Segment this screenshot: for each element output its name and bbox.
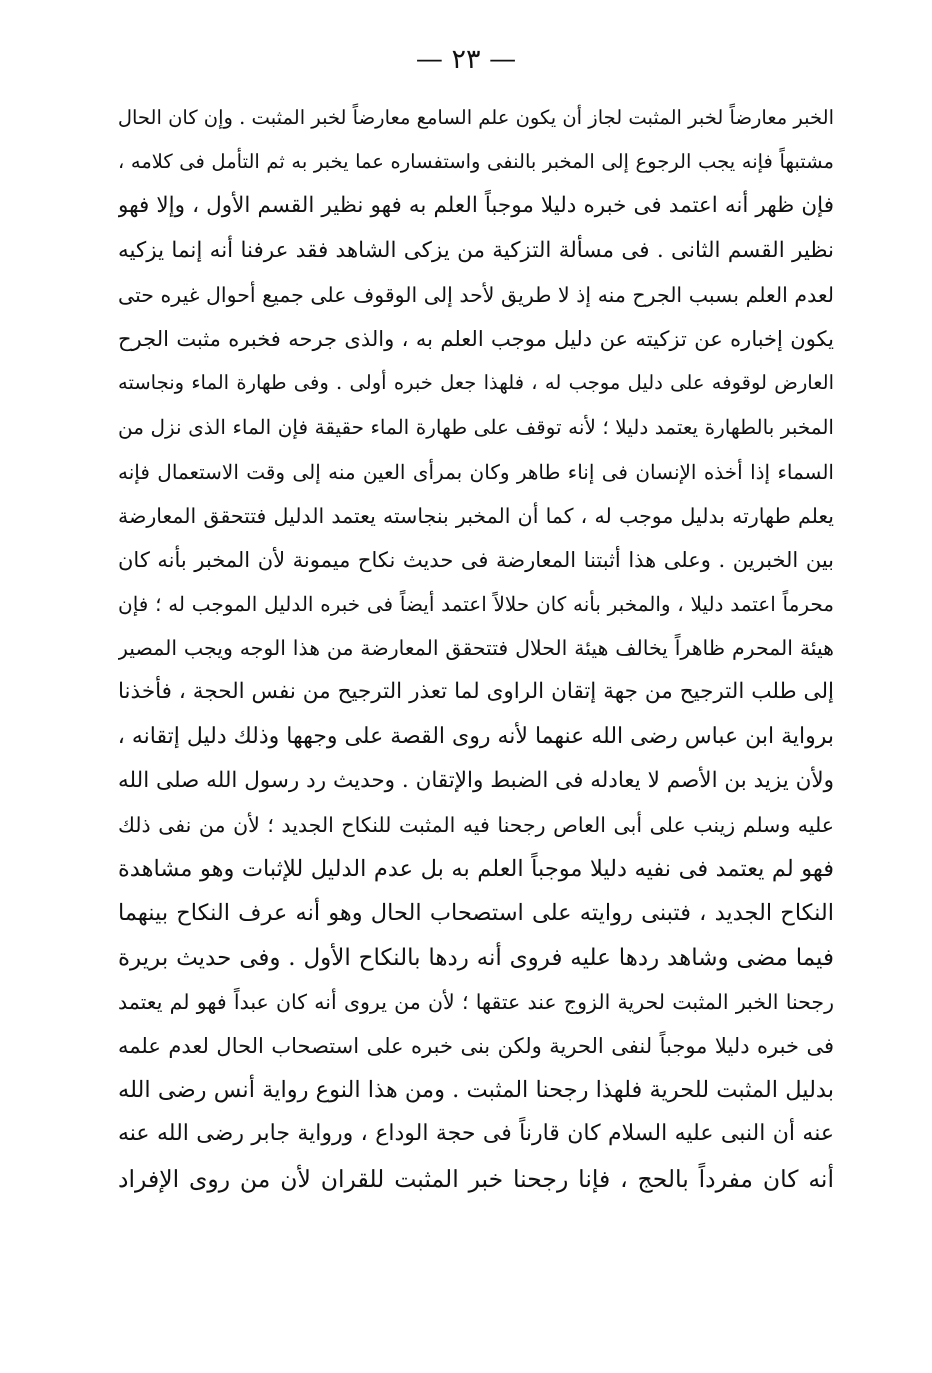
text-line: لعدم العلم بسبب الجرح منه إذ لا طريق لأحد إلى الوقوف على جميع أحوال غيره حتى bbox=[118, 282, 834, 307]
body-text bbox=[118, 96, 834, 1201]
text-line: هيئة المحرم ظاهراً يخالف هيئة الحلال فتتحقق المعارضة من هذا الوجه ويجب المصير bbox=[118, 636, 834, 661]
text-line: بدليل المثبت للحرية فلهذا رجحنا المثبت . ومن هذا النوع رواية أنس رضى الله bbox=[118, 1077, 834, 1104]
text-line: بين الخبرين . وعلى هذا أثبتنا المعارضة فى حديث نكاح ميمونة لأن المخبر بأنه كان bbox=[118, 547, 834, 572]
text-line: النكاح الجديد ، فتبنى روايته على استصحاب الحال وهو أنه عرف النكاح بينهما bbox=[118, 900, 834, 927]
text-line: فيما مضى وشاهد ردها عليه فروى أنه ردها بالنكاح الأول . وفى حديث بريرة bbox=[118, 944, 834, 971]
text-line: السماء إذا أخذه الإنسان فى إناء طاهر وكان بمرأى العين منه إلى وقت الاستعمال فإنه bbox=[118, 459, 834, 484]
text-line: إلى طلب الترجيح من جهة إتقان الراوى لما تعذر الترجيح من نفس الحجة ، فأخذنا bbox=[118, 679, 834, 705]
text-line: العارض لوقوفه على دليل موجب له ، فلهذا جعل خبره أولى . وفى طهارة الماء ونجاسته bbox=[118, 371, 834, 395]
text-line: أنه كان مفرداً بالحج ، فإنا رجحنا خبر المثبت للقران لأن من روى الإفراد bbox=[118, 1164, 834, 1193]
text-line: برواية ابن عباس رضى الله عنهما لأنه روى القصة على وجهها وذلك دليل إتقانه ، bbox=[118, 723, 834, 749]
text-line: محرماً اعتمد دليلا ، والمخبر بأنه كان حلالاً اعتمد أيضاً فى خبره الدليل الموجب له ؛ فإن bbox=[118, 592, 834, 617]
text-line: يكون إخباره عن تزكيته عن دليل موجب العلم به ، والذى جرحه فخبره مثبت الجرح bbox=[118, 326, 834, 351]
text-line: فإن ظهر أنه اعتمد فى خبره دليلا موجباً العلم به فهو نظير القسم الأول ، وإلا فهو bbox=[118, 193, 834, 219]
text-line: نظير القسم الثانى . فى مسألة التزكية من يزكى الشاهد فقد عرفنا أنه إنما يزكيه bbox=[118, 237, 834, 263]
text-line: عليه وسلم زينب على أبى العاص رجحنا فيه المثبت للنكاح الجديد ؛ لأن من نفى ذلك bbox=[118, 813, 834, 837]
text-line: رجحنا الخبر المثبت لحرية الزوج عند عتقها ؛ لأن من يروى أنه كان عبداً فهو لم يعتمد bbox=[118, 989, 834, 1014]
text-line: ولأن يزيد بن الأصم لا يعادله فى الضبط والإتقان . وحديث رد رسول الله صلى الله bbox=[118, 767, 834, 793]
text-line: فى خبره دليلا موجباً لنفى الحرية ولكن بنى خبره على استصحاب الحال لعدم علمه bbox=[118, 1033, 834, 1058]
text-line: المخبر بالطهارة يعتمد دليلا ؛ لأنه توقف على طهارة الماء حقيقة فإن الماء الذى نزل من bbox=[118, 415, 834, 440]
page-number: — ٢٣ — bbox=[415, 44, 517, 75]
text-line: عنه أن النبى عليه السلام كان قارناً فى حجة الوداع ، ورواية جابر رضى الله عنه bbox=[118, 1121, 834, 1147]
text-line: فهو لم يعتمد فى نفيه دليلا موجباً العلم به بل عدم الدليل للإثبات وهو مشاهدة bbox=[118, 856, 834, 883]
text-line: يعلم طهارته بدليل موجب له ، كما أن المخبر بنجاسته يعتمد الدليل فتتحقق المعارضة bbox=[118, 503, 834, 528]
text-line: مشتبهاً فإنه يجب الرجوع إلى المخبر بالنفى واستفساره عما يخبر به ثم التأمل فى كلامه ، bbox=[118, 150, 834, 174]
text-line: الخبر معارضاً لخبر المثبت لجاز أن يكون علم السامع معارضاً لخبر المثبت . وإن كان الحال bbox=[118, 106, 834, 129]
